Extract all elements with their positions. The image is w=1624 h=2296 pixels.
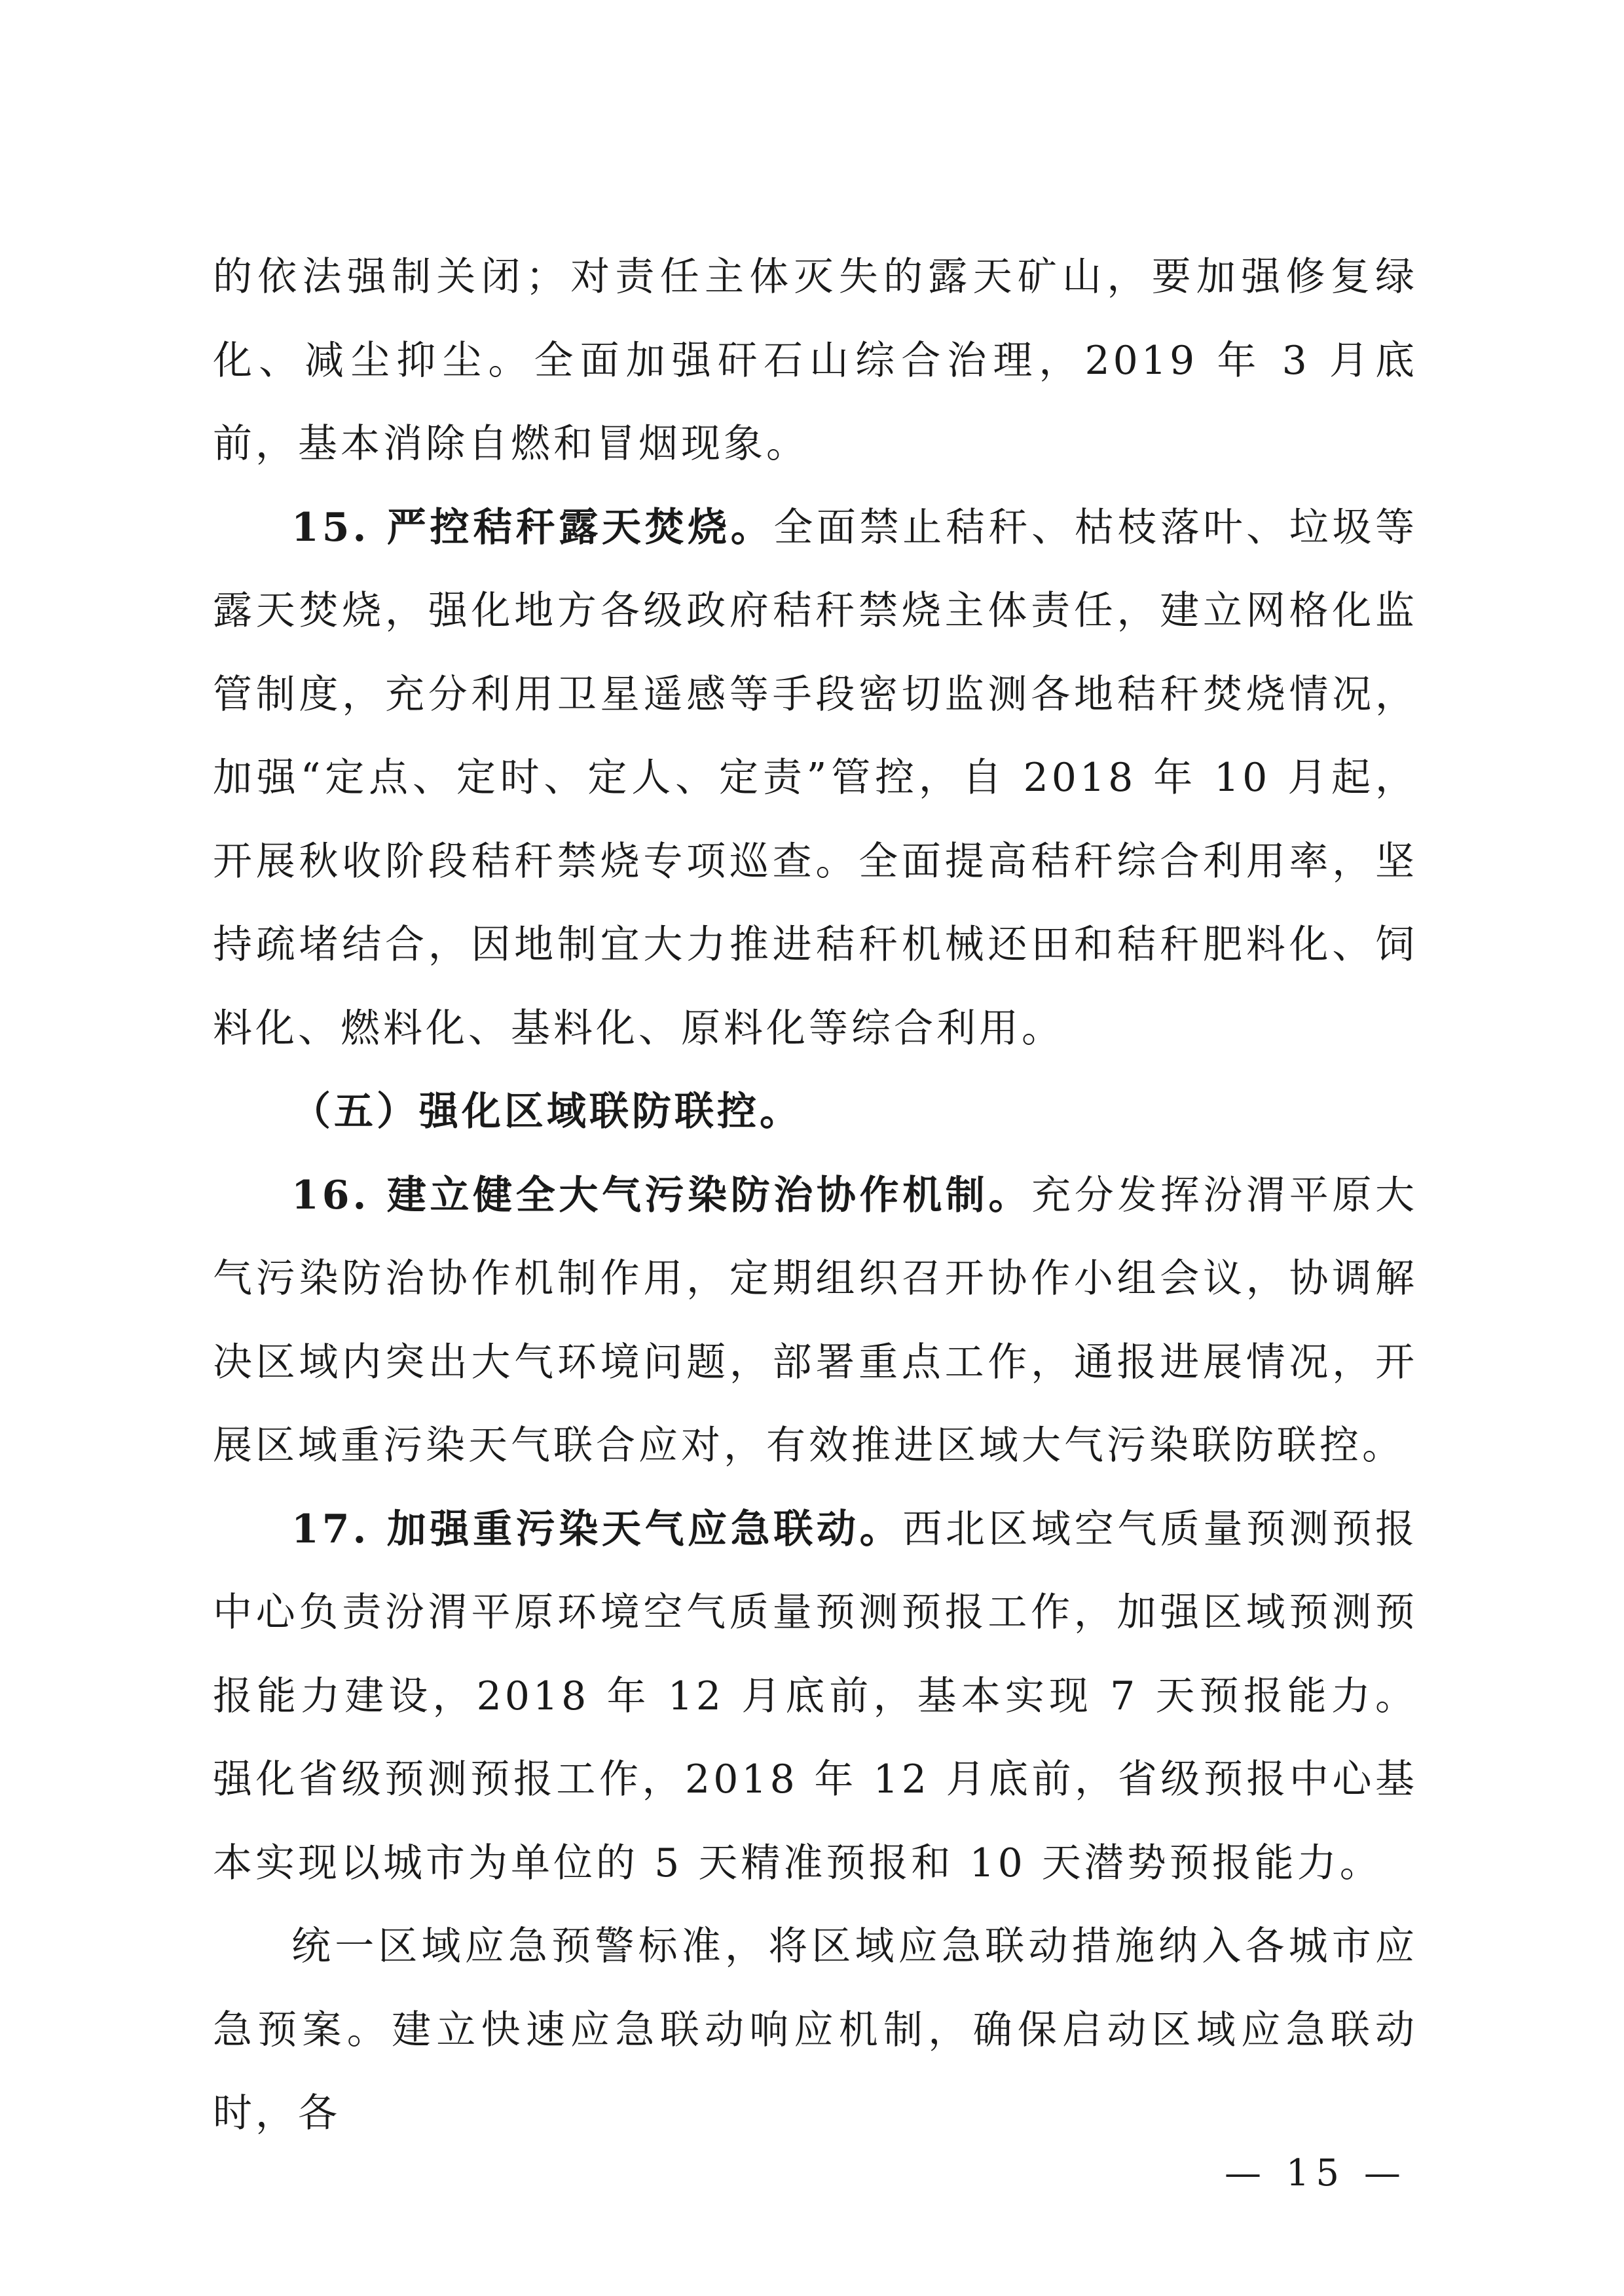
paragraph-item-16	[213, 1154, 1418, 1488]
item-heading: 15. 严控秸秆露天焚烧。	[291, 504, 774, 551]
paragraph-text: 西北区域空气质量预测预报中心负责汾渭平原环境空气质量预测预报工作，加强区域预测预报能力建设，2018 年 12 月底前，基本实现 7 天预报能力。强化省级预测预报工作，2018 年 12 月底前，省级预报中心基本实现以城市为单位的 5 天精准预报和 10 天潜势预报能力。	[213, 1506, 1418, 1886]
body-text	[213, 236, 1418, 2156]
paragraph-text: 的依法强制关闭；对责任主体灭失的露天矿山，要加强修复绿化、减尘抑尘。全面加强矸石山综合治理，2019 年 3 月底前，基本消除自燃和冒烟现象。	[213, 254, 1418, 467]
paragraph-continuation	[213, 236, 1418, 486]
paragraph-text: 充分发挥汾渭平原大气污染防治协作机制作用，定期组织召开协作小组会议，协调解决区域内突出大气环境问题，部署重点工作，通报进展情况，开展区域重污染天气联合应对，有效推进区域大气污染联防联控。	[213, 1172, 1418, 1468]
paragraph-text: 全面禁止秸秆、枯枝落叶、垃圾等露天焚烧，强化地方各级政府秸秆禁烧主体责任，建立网格化监管制度，充分利用卫星遥感等手段密切监测各地秸秆焚烧情况，加强“定点、定时、定人、定责”管控，自 2018 年 10 月起，开展秋收阶段秸秆禁烧专项巡查。全面提高秸秆综合利用率，坚持疏堵结合，因地制宜大力推进秸秆机械还田和秸秆肥料化、饲料化、燃料化、基料化、原料化等综合利用。	[213, 504, 1418, 1051]
section-heading: （五）强化区域联防联控。	[291, 1089, 802, 1135]
page-number: — 15 —	[1225, 2152, 1407, 2195]
section-heading-5	[213, 1070, 1418, 1154]
paragraph-item-15	[213, 486, 1418, 1071]
item-heading: 17. 加强重污染天气应急联动。	[291, 1506, 903, 1552]
paragraph-emergency-standard	[213, 1905, 1418, 2156]
paragraph-item-17	[213, 1488, 1418, 1906]
item-heading: 16. 建立健全大气污染防治协作机制。	[291, 1172, 1032, 1218]
paragraph-text: 统一区域应急预警标准，将区域应急联动措施纳入各城市应急预案。建立快速应急联动响应机制，确保启动区域应急联动时，各	[213, 1923, 1418, 2136]
